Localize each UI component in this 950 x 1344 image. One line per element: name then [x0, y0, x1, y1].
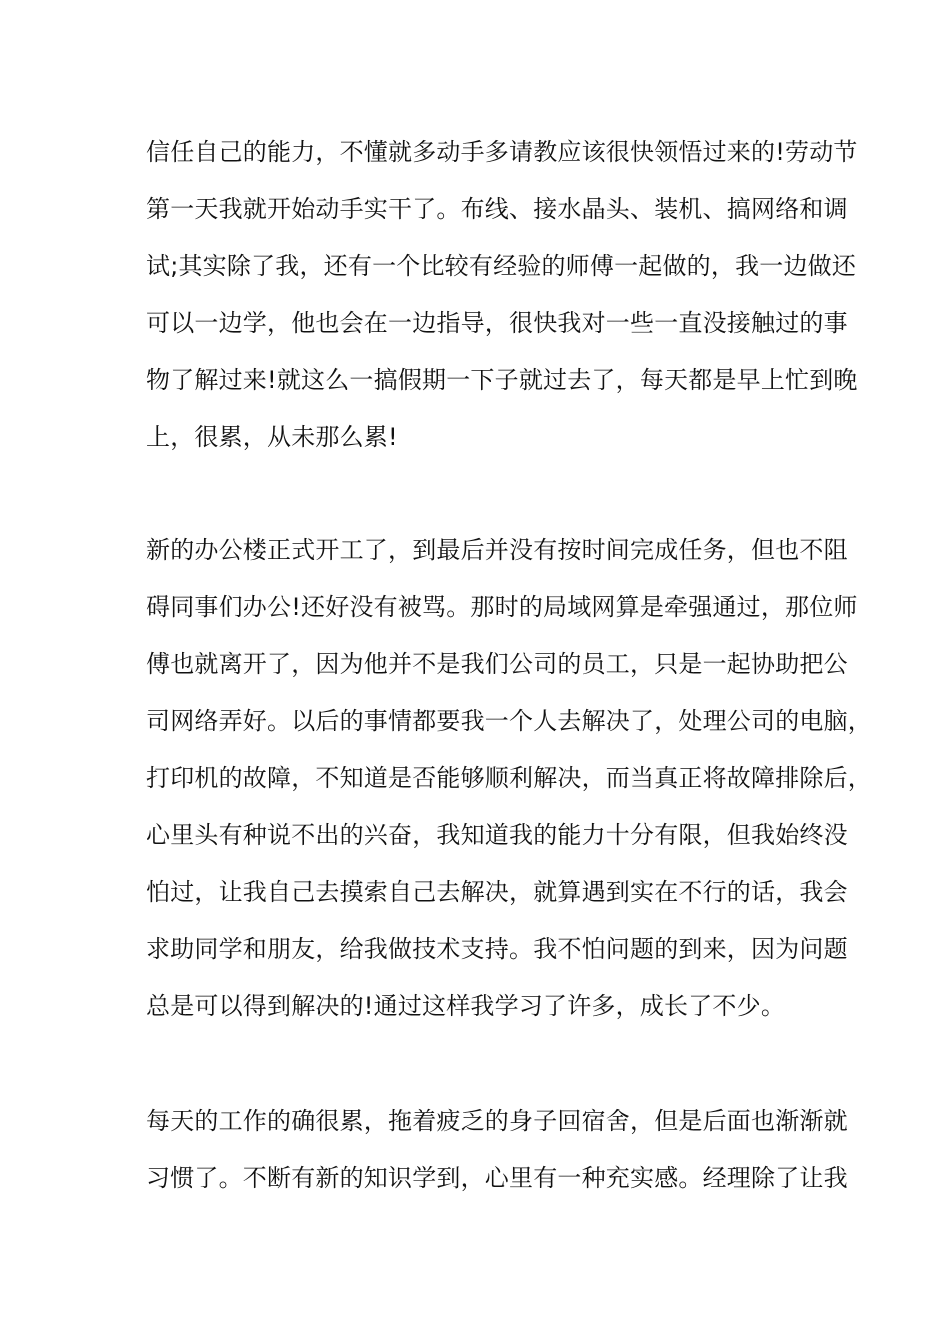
text-line: 第一天我就开始动手实干了。布线、接水晶头、装机、搞网络和调 — [146, 195, 848, 223]
text-line: 怕过，让我自己去摸索自己去解决，就算遇到实在不行的话，我会 — [146, 878, 848, 906]
text-line: 每天的工作的确很累，拖着疲乏的身子回宿舍，但是后面也渐渐就 — [146, 1107, 848, 1135]
text-line: 上，很累，从未那么累! — [146, 423, 398, 451]
text-line: 求助同学和朋友，给我做技术支持。我不怕问题的到来，因为问题 — [146, 935, 848, 963]
text-line: 试;其实除了我，还有一个比较有经验的师傅一起做的，我一边做还 — [146, 252, 857, 280]
text-line: 新的办公楼正式开工了，到最后并没有按时间完成任务，但也不阻 — [146, 536, 848, 564]
text-line: 打印机的故障，不知道是否能够顺利解决，而当真正将故障排除后， — [146, 764, 872, 792]
text-line: 碍同事们办公!还好没有被骂。那时的局域网算是牵强通过，那位师 — [146, 593, 858, 621]
text-line: 总是可以得到解决的!通过这样我学习了许多，成长了不少。 — [146, 992, 786, 1020]
text-line: 物了解过来!就这么一搞假期一下子就过去了，每天都是早上忙到晚 — [146, 366, 858, 394]
text-line: 傅也就离开了，因为他并不是我们公司的员工，只是一起协助把公 — [146, 650, 848, 678]
text-line: 可以一边学，他也会在一边指导，很快我对一些一直没接触过的事 — [146, 309, 848, 337]
text-line: 心里头有种说不出的兴奋，我知道我的能力十分有限，但我始终没 — [146, 821, 848, 849]
text-line: 习惯了。不断有新的知识学到，心里有一种充实感。经理除了让我 — [146, 1164, 848, 1192]
text-line: 司网络弄好。以后的事情都要我一个人去解决了，处理公司的电脑， — [146, 707, 872, 735]
text-line: 信任自己的能力，不懂就多动手多请教应该很快领悟过来的!劳动节 — [146, 138, 858, 166]
